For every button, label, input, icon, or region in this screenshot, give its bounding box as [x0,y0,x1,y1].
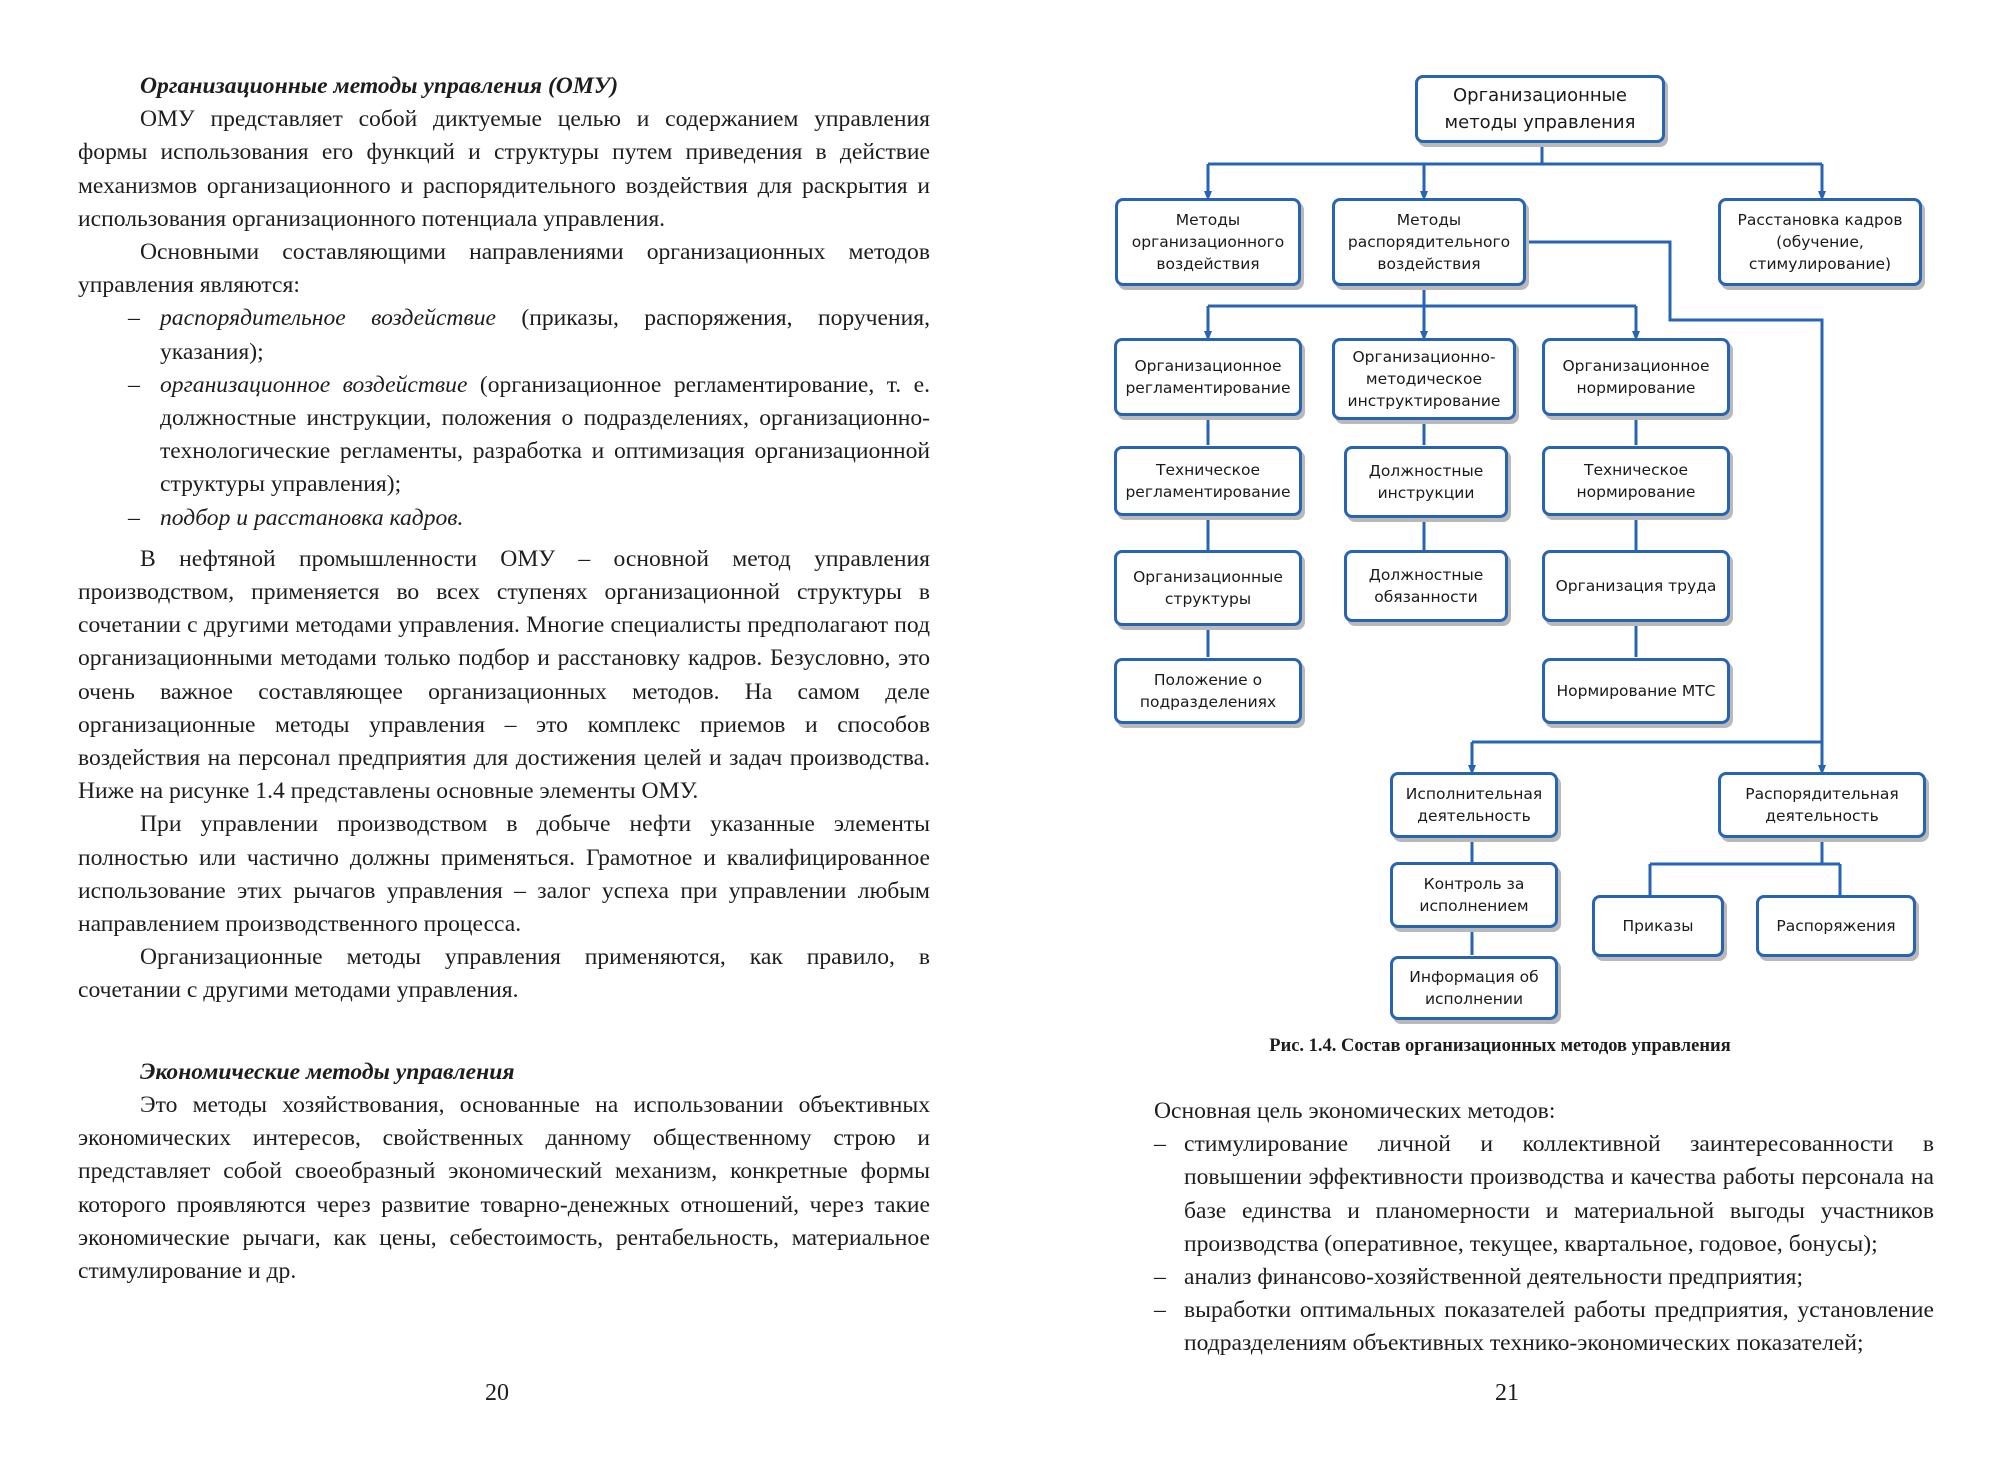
paragraph: ОМУ представляет собой диктуемые целью и содержанием управления формы использования его функций и структуры путем приведения в действие механизмов организационного и распорядительного воздействия для раскрытия и использования организационного потенциала управления. [78,106,930,232]
box-mts-norming: Нормирование МТС [1542,658,1730,724]
box-job-duties: Должностные обязанности [1344,550,1508,622]
left-text-column [78,70,930,1288]
paragraph: Основная цель экономических методов: [1154,1098,1556,1124]
paragraph: Организационные методы управления применяются, как правило, в сочетании с другими методами управления. [78,944,930,1004]
right-page [1000,0,2000,1463]
list-item: – организационное воздействие (организационное регламентирование, т. е. должностные инструкции, положения о подразделениях, организационно-технологические регламенты, разработка и оптимизация организационной структуры управления); [78,369,930,502]
right-text-column [1154,1095,1934,1361]
paragraph: Основными составляющими направлениями организационных методов управления являются: [78,239,930,299]
list-item: – распорядительное воздействие (приказы, распоряжения, поручения, указания); [78,302,930,368]
list-item: – стимулирование личной и коллективной заинтересованности в повышении эффективности производства и качества работы персонала на базе единства и планомерности и материальной выгоды участников производства (оперативное, текущее, квартальное, годовое, бонусы); [1154,1128,1934,1261]
box-executive-activity: Исполнительная деятельность [1390,772,1558,838]
box-dept-regulations: Положение о подразделениях [1114,658,1302,724]
box-org-impact-methods: Методы организационного воздействия [1115,198,1301,286]
figure-caption: Рис. 1.4. Состав организационных методов управления [1269,1036,1731,1056]
box-tech-regulation: Техническое регламентирование [1114,446,1302,516]
box-org-norming: Организационное нормирование [1542,338,1730,416]
paragraph: В нефтяной промышленности ОМУ – основной метод управления производством, применяется во всех ступенях организационной структуры в сочетании с другими методами управления. Многие специалисты предполагают под организационными методами только подбор и расстановку кадров. Безусловно, это очень важное составляющее организационных методов. На самом деле организационные методы управления – это комплекс приемов и способов воздействия на персонал предприятия для достижения целей и задач производства. Ниже на рисунке 1.4 представлены основные элементы ОМУ. [78,545,930,805]
section-title-economic-methods: Экономические методы управления [140,1058,515,1085]
box-staffing: Расстановка кадров (обучение, стимулирование) [1718,198,1922,286]
list-item: – выработки оптимальных показателей работы предприятия, установление подразделениям объективных технико-экономических показателей; [1154,1294,1934,1360]
list-item: – подбор и расстановка кадров. [78,502,930,535]
box-admin-impact-methods: Методы распорядительного воздействия [1332,198,1526,286]
org-methods-diagram [1000,0,2000,1056]
box-execution-info: Информация об исполнении [1390,956,1558,1020]
economic-goals-list [1154,1128,1934,1360]
box-job-instructions: Должностные инструкции [1344,446,1508,518]
paragraph: При управлении производством в добыче нефти указанные элементы полностью или частично должны применяться. Грамотное и квалифицированное использование этих рычагов управления – залог успеха при управлении любым направлением производственного процесса. [78,811,930,938]
box-org-structures: Организационные структуры [1114,550,1302,626]
box-directives: Распоряжения [1756,895,1916,957]
box-administrative-activity: Распорядительная деятельность [1718,772,1926,838]
list-item: – анализ финансово-хозяйственной деятельности предприятия; [1154,1261,1934,1294]
page-number-left: 20 [485,1380,509,1406]
box-labor-organization: Организация труда [1542,550,1730,622]
paragraph: Это методы хозяйствования, основанные на использовании объективных экономических интересов, свойственных данному общественному строю и представляет собой своеобразный экономический механизм, конкретные формы которого проявляются через развитие товарно-денежных отношений, через такие экономические рычаги, как цены, себестоимость, рентабельность, материальное стимулирование и др. [78,1091,930,1284]
components-list [78,302,930,534]
box-execution-control: Контроль за исполнением [1390,862,1558,928]
page-number-right: 21 [1495,1380,1519,1406]
box-orders: Приказы [1592,895,1724,957]
section-title-org-methods: Организационные методы управления (ОМУ) [140,73,619,99]
box-org-method-instruction: Организационно- методическое инструктирование [1332,338,1516,420]
box-tech-norming: Техническое нормирование [1542,446,1730,516]
box-org-regulation: Организационное регламентирование [1114,338,1302,416]
box-org-methods-root: Организационные методы управления [1415,75,1665,143]
